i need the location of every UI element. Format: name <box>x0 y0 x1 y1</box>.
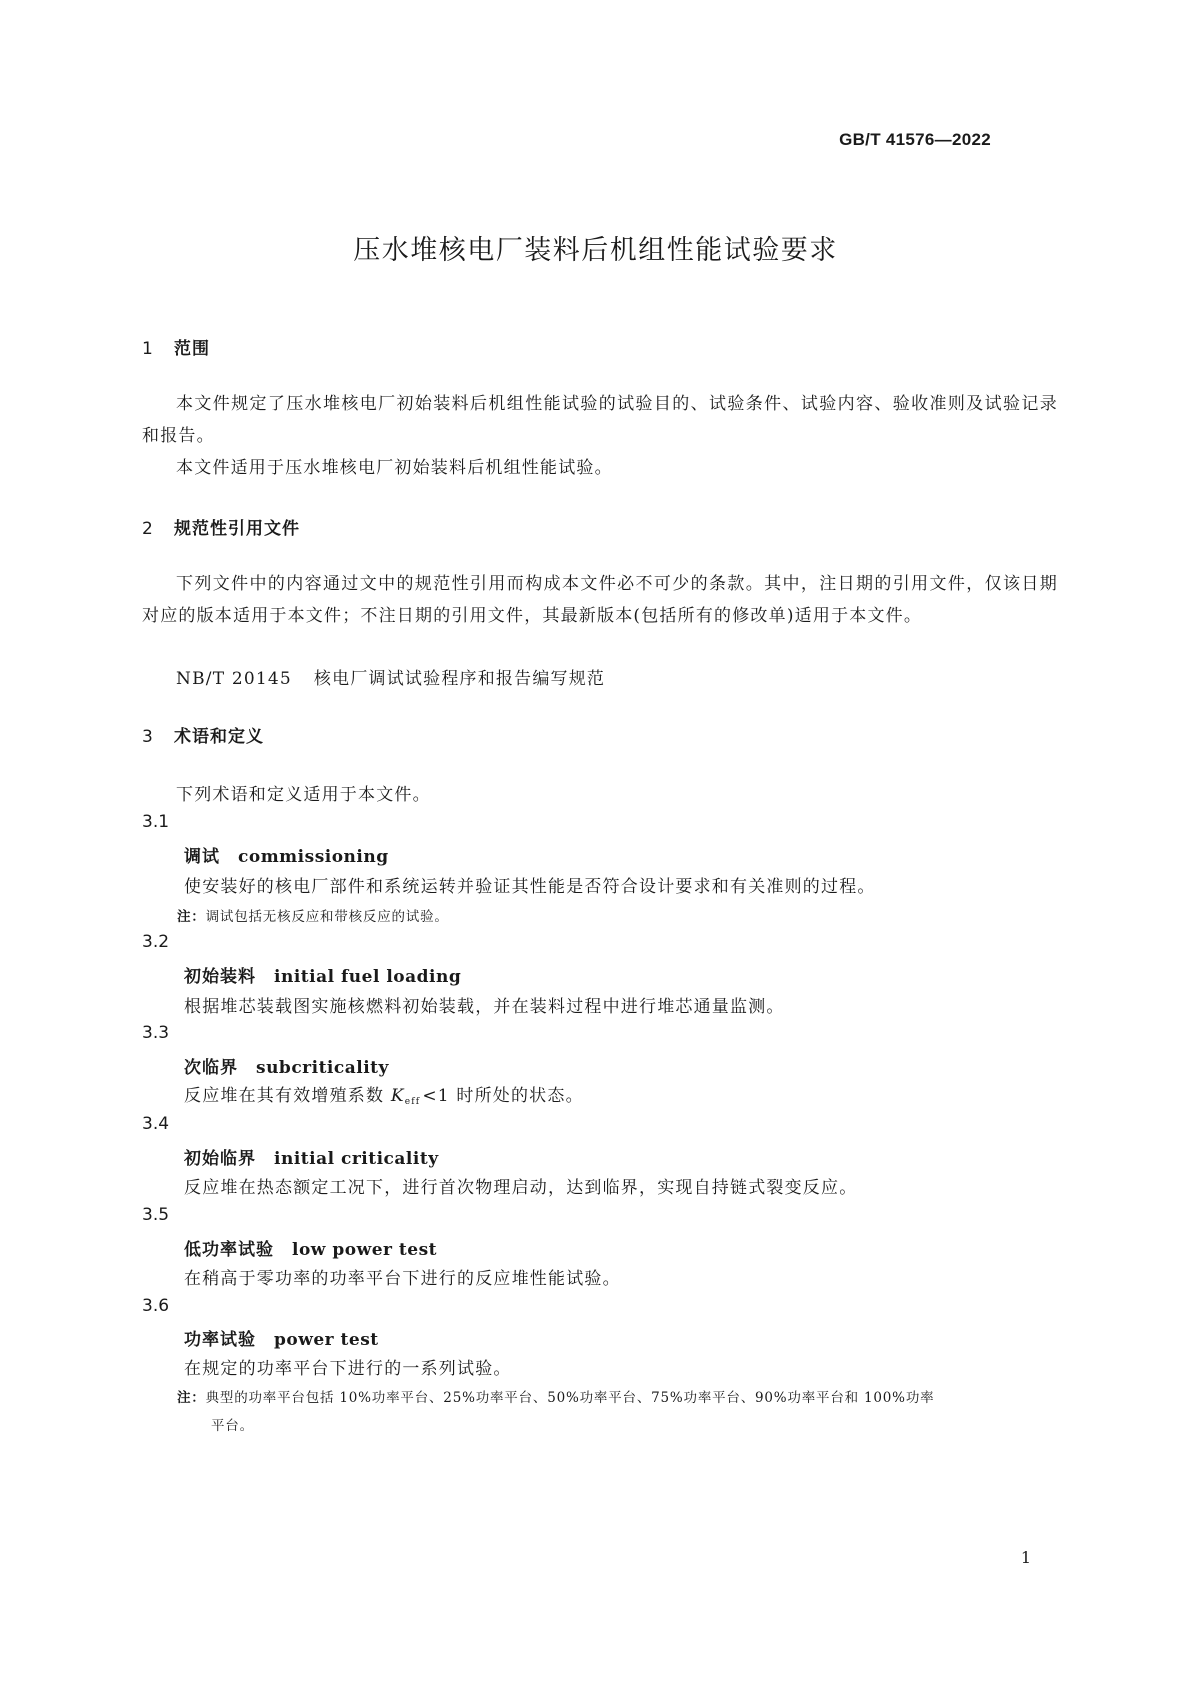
section-heading-scope <box>142 334 210 359</box>
term-zh: 功率试验 <box>184 1330 256 1350</box>
term-heading <box>184 1053 389 1078</box>
note-text: 调试包括无核反应和带核反应的试验。 <box>205 909 449 925</box>
term-en: initial criticality <box>274 1149 439 1169</box>
section-heading-terms <box>142 722 264 747</box>
term-number: 3.4 <box>142 1114 170 1134</box>
term-number: 3.3 <box>142 1023 170 1043</box>
term-zh: 初始临界 <box>184 1149 256 1169</box>
reference-entry <box>176 664 605 689</box>
note-label: 注： <box>177 1390 206 1406</box>
term-number: 3.6 <box>142 1296 170 1316</box>
terms-intro: 下列术语和定义适用于本文件。 <box>176 785 431 805</box>
term-number: 3.2 <box>142 932 170 952</box>
scope-paragraph-1: 本文件规定了压水堆核电厂初始装料后机组性能试验的试验目的、试验条件、试验内容、验收准则及试验记录和报告。 <box>142 394 1058 446</box>
section-number: 1 <box>142 339 154 359</box>
term-definition <box>184 1081 584 1107</box>
term-en: subcriticality <box>256 1058 389 1078</box>
term-number: 3.1 <box>142 812 170 832</box>
term-en: initial fuel loading <box>274 967 462 987</box>
term-note <box>177 1386 934 1406</box>
term-en: power test <box>274 1330 379 1350</box>
document-title: 压水堆核电厂装料后机组性能试验要求 <box>353 235 838 266</box>
term-heading <box>184 842 389 867</box>
section-title: 术语和定义 <box>174 727 264 747</box>
term-definition: 在规定的功率平台下进行的一系列试验。 <box>184 1359 512 1379</box>
note-label: 注： <box>177 909 206 925</box>
refs-paragraph: 下列文件中的内容通过文中的规范性引用而构成本文件必不可少的条款。其中，注日期的引用文件，仅该日期对应的版本适用于本文件；不注日期的引用文件，其最新版本(包括所有的修改单)适用于本文件。 <box>142 574 1058 626</box>
term-heading <box>184 1325 379 1350</box>
term-note-continuation: 平台。 <box>211 1418 254 1434</box>
k-subscript: eff <box>404 1097 421 1107</box>
term-heading <box>184 1235 437 1260</box>
reference-code: NB/T 20145 <box>176 669 292 689</box>
term-en: low power test <box>292 1240 437 1260</box>
k-symbol: K <box>390 1086 405 1106</box>
standard-number: GB/T 41576—2022 <box>839 130 991 149</box>
term-zh: 低功率试验 <box>184 1240 274 1260</box>
term-definition: 根据堆芯装载图实施核燃料初始装载，并在装料过程中进行堆芯通量监测。 <box>184 997 785 1017</box>
section-number: 3 <box>142 727 154 747</box>
section-title: 规范性引用文件 <box>174 519 300 539</box>
section-number: 2 <box>142 519 154 539</box>
section-heading-normative-refs <box>142 514 300 539</box>
note-text: 典型的功率平台包括 10%功率平台、25%功率平台、50%功率平台、75%功率平台、90%功率平台和 100%功率 <box>205 1390 935 1406</box>
term-note <box>177 905 449 925</box>
term-heading <box>184 1144 439 1169</box>
term-heading <box>184 962 461 987</box>
section-title: 范围 <box>174 339 210 359</box>
term-en: commissioning <box>238 847 389 867</box>
term-zh: 调试 <box>184 847 220 867</box>
term-definition: 在稍高于零功率的功率平台下进行的反应堆性能试验。 <box>184 1269 621 1289</box>
term-definition: 使安装好的核电厂部件和系统运转并验证其性能是否符合设计要求和有关准则的过程。 <box>184 877 876 897</box>
term-zh: 次临界 <box>184 1058 238 1078</box>
reference-title: 核电厂调试试验程序和报告编写规范 <box>313 669 606 689</box>
scope-paragraph-2: 本文件适用于压水堆核电厂初始装料后机组性能试验。 <box>176 458 613 478</box>
term-zh: 初始装料 <box>184 967 256 987</box>
term-number: 3.5 <box>142 1205 170 1225</box>
term-definition: 反应堆在热态额定工况下，进行首次物理启动，达到临界，实现自持链式裂变反应。 <box>184 1178 858 1198</box>
page-number: 1 <box>1020 1548 1031 1567</box>
definition-text: <1 时所处的状态。 <box>422 1086 584 1106</box>
definition-text: 反应堆在其有效增殖系数 <box>184 1086 391 1106</box>
